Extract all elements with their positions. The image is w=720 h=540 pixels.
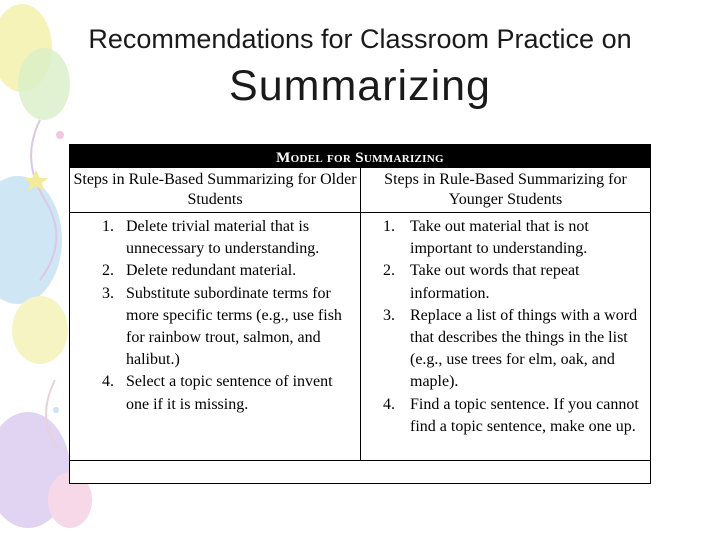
summarizing-model-table — [69, 144, 651, 484]
list-item — [70, 371, 360, 415]
step-text: Select a topic sentence of invent one if it is missing. — [126, 373, 333, 413]
step-text: Replace a list of things with a word that describes the things in the list (e.g., use trees for elm, oak, and maple). — [410, 306, 638, 391]
older-students-column — [70, 168, 361, 460]
slide-title-line-2: Summarizing — [229, 62, 491, 110]
list-item — [70, 216, 360, 260]
table-title: Model for Summarizing — [70, 145, 650, 168]
table-body — [70, 168, 650, 461]
confetti-dot — [56, 131, 64, 139]
older-students-steps — [70, 213, 360, 416]
step-number: 2. — [383, 262, 395, 280]
step-number: 1. — [383, 218, 395, 235]
balloon-yellow-mid — [12, 296, 68, 364]
step-text: Delete redundant material. — [126, 262, 297, 280]
list-item — [70, 283, 360, 372]
step-number: 2. — [102, 262, 114, 280]
list-item — [361, 305, 650, 394]
younger-students-column — [361, 168, 650, 460]
step-text: Delete trivial material that is unnecessary to understanding. — [126, 218, 320, 258]
balloon-blue-mid — [0, 176, 62, 304]
step-number: 1. — [102, 218, 114, 235]
step-text: Take out material that is not important to understanding. — [410, 218, 589, 258]
confetti-dot-2 — [53, 407, 59, 413]
step-text: Find a topic sentence. If you cannot find a topic sentence, make one up. — [410, 395, 639, 435]
list-item — [361, 260, 650, 304]
step-number: 4. — [102, 373, 114, 391]
younger-students-steps — [361, 213, 650, 438]
step-number: 3. — [102, 284, 114, 302]
step-text: Substitute subordinate terms for more specific terms (e.g., use fish for rainbow trout, salmon, and halibut.) — [126, 284, 342, 369]
slide-title-line-1: Recommendations for Classroom Practice on — [88, 24, 632, 54]
step-text: Take out words that repeat information. — [410, 262, 580, 302]
list-item — [361, 394, 650, 438]
list-item — [70, 260, 360, 282]
older-students-header: Steps in Rule-Based Summarizing for Older Students — [70, 168, 360, 213]
younger-students-header: Steps in Rule-Based Summarizing for Younger Students — [361, 168, 650, 213]
list-item — [361, 216, 650, 260]
step-number: 4. — [383, 395, 395, 413]
step-number: 3. — [383, 306, 395, 324]
